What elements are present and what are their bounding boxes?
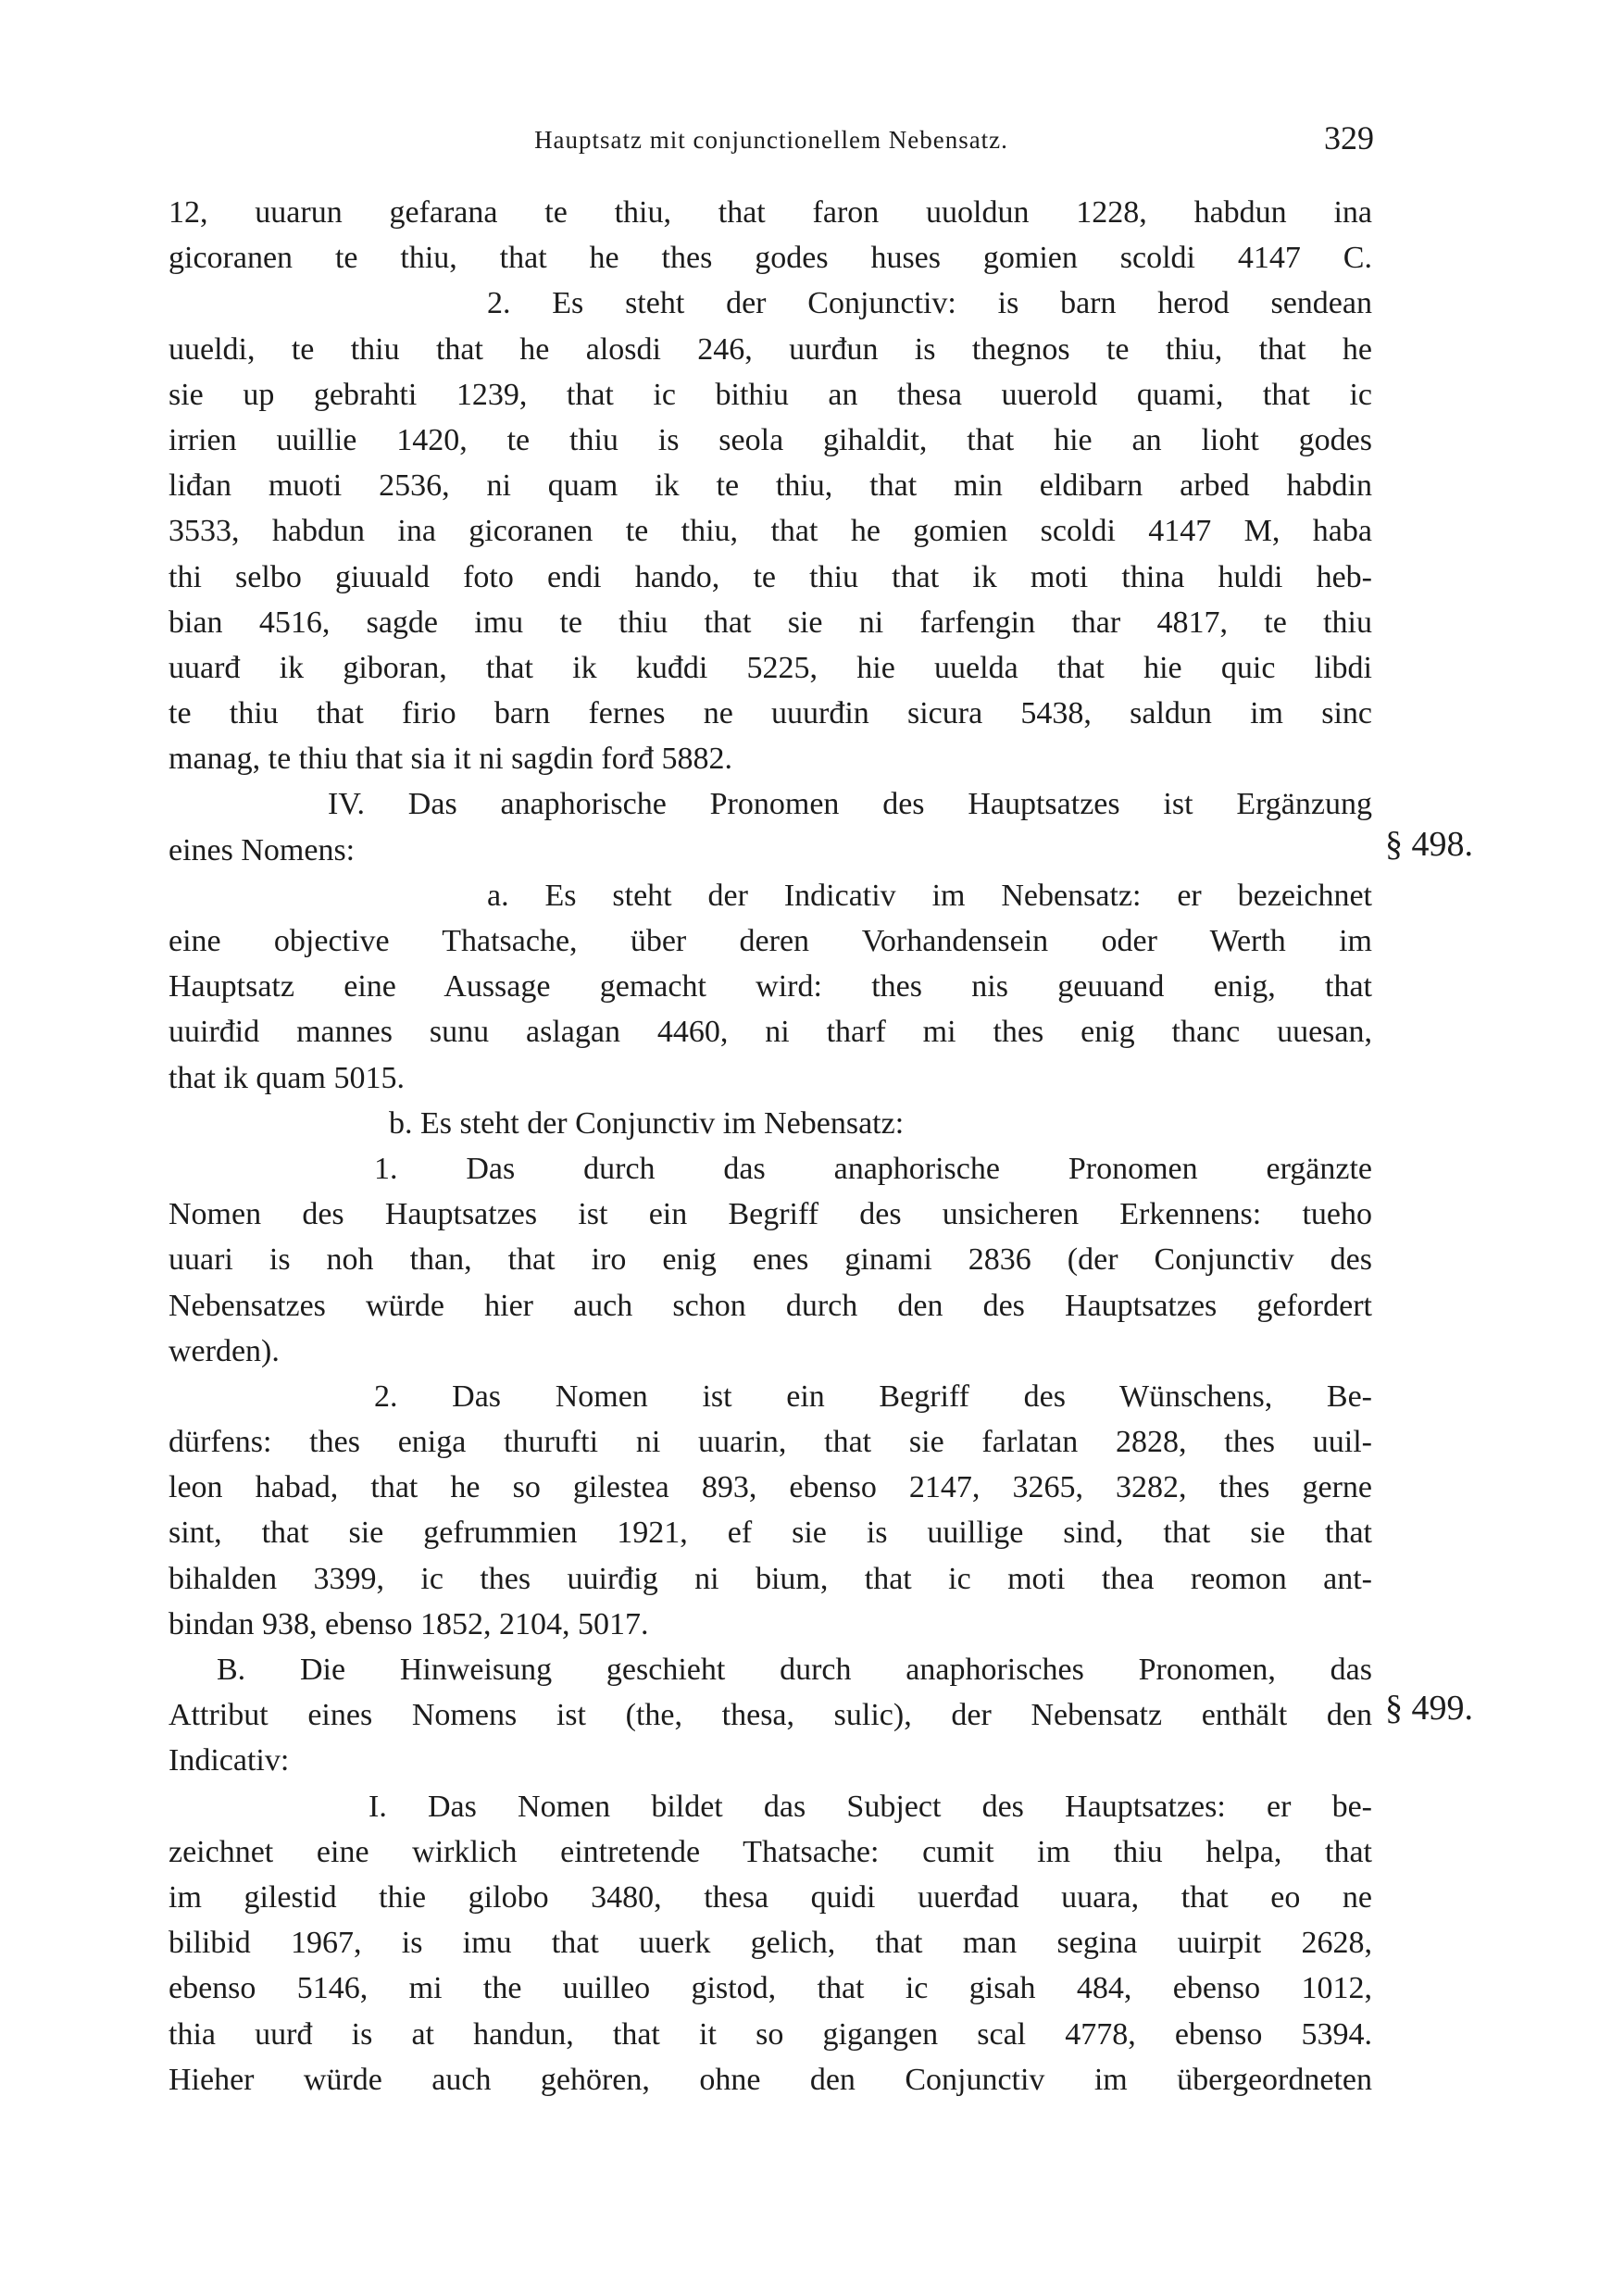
text-line: te thiu that firio barn fernes ne uuurđin sicura 5438, saldun im sinc — [169, 696, 1372, 731]
text-line: leon habad, that he so gilestea 893, ebenso 2147, 3265, 3282, thes gerne — [169, 1470, 1372, 1505]
text-line: thia uurđ is at handun, that it so gigangen scal 4778, ebenso 5394. — [169, 2016, 1372, 2052]
text-line: im gilestid thie gilobo 3480, thesa quidi uuerđad uuara, that eo ne — [169, 1879, 1372, 1915]
text-line: IV. Das anaphorische Pronomen des Hauptsatzes ist Ergänzung — [328, 787, 1372, 822]
text-line: bihalden 3399, ic thes uuirđig ni bium, that ic moti thea reomon ant- — [169, 1561, 1372, 1596]
text-line: Indicativ: — [169, 1743, 290, 1778]
text-line: Nomen des Hauptsatzes ist ein Begriff des unsicheren Erkennens: tueho — [169, 1197, 1372, 1232]
text-line: gicoranen te thiu, that he thes godes huses gomien scoldi 4147 C. — [169, 241, 1372, 276]
text-line: Hauptsatz eine Aussage gemacht wird: thes nis geuuand enig, that — [169, 969, 1372, 1004]
text-line: irrien uuillie 1420, te thiu is seola gihaldit, that hie an lioht godes — [169, 422, 1372, 457]
text-line: 2. Es steht der Conjunctiv: is barn herod sendean — [487, 286, 1372, 321]
text-line: uueldi, te thiu that he alosdi 246, uurđun is thegnos te thiu, that he — [169, 331, 1372, 367]
text-line: uuirđid mannes sunu aslagan 4460, ni tharf mi thes enig thanc uuesan, — [169, 1015, 1372, 1050]
text-line: 12, uuarun gefarana te thiu, that faron uuoldun 1228, habdun ina — [169, 195, 1372, 230]
text-line: b. Es steht der Conjunctiv im Nebensatz: — [389, 1105, 905, 1141]
text-line: eines Nomens: — [169, 832, 356, 867]
text-line: bian 4516, sagde imu te thiu that sie ni farfengin thar 4817, te thiu — [169, 605, 1372, 640]
text-line: uuarđ ik giboran, that ik kuđdi 5225, hie uuelda that hie quic libdi — [169, 650, 1372, 685]
text-line: zeichnet eine wirklich eintretende Thatsache: cumit im thiu helpa, that — [169, 1834, 1372, 1869]
text-line: sint, that sie gefrummien 1921, ef sie is uuillige sind, that sie that — [169, 1516, 1372, 1551]
text-line: that ik quam 5015. — [169, 1060, 405, 1095]
text-line: sie up gebrahti 1239, that ic bithiu an thesa uuerold quami, that ic — [169, 377, 1372, 412]
section-ref-499: § 499. — [1385, 1689, 1473, 1728]
text-line: Hieher würde auch gehören, ohne den Conjunctiv im übergeordneten — [169, 2062, 1372, 2097]
text-line: bilibid 1967, is imu that uuerk gelich, that man segina uuirpit 2628, — [169, 1926, 1372, 1961]
running-title: Hauptsatz mit conjunctionellem Nebensatz. — [534, 126, 1008, 154]
text-line: werden). — [169, 1333, 280, 1368]
text-line: I. Das Nomen bildet das Subject des Hauptsatzes: er be- — [369, 1789, 1372, 1824]
text-line: uuari is noh than, that iro enig enes ginami 2836 (der Conjunctiv des — [169, 1242, 1372, 1278]
text-line: 2. Das Nomen ist ein Begriff des Wünschens, Be- — [374, 1379, 1372, 1414]
text-line: ebenso 5146, mi the uuilleo gistod, that ic gisah 484, ebenso 1012, — [169, 1971, 1372, 2006]
text-line: 3533, habdun ina gicoranen te thiu, that he gomien scoldi 4147 M, haba — [169, 514, 1372, 549]
text-line: a. Es steht der Indicativ im Nebensatz: er bezeichnet — [487, 878, 1372, 913]
page-number: 329 — [1324, 119, 1374, 156]
text-line: thi selbo giuuald foto endi hando, te thiu that ik moti thina huldi heb- — [169, 559, 1372, 594]
text-line: bindan 938, ebenso 1852, 2104, 5017. — [169, 1606, 649, 1641]
text-line: B. Die Hinweisung geschieht durch anaphorisches Pronomen, das — [217, 1653, 1372, 1687]
text-line: 1. Das durch das anaphorische Pronomen ergänzte — [374, 1151, 1372, 1186]
text-line: manag, te thiu that sia it ni sagdin forđ 5882. — [169, 742, 733, 777]
text-line: dürfens: thes eniga thurufti ni uuarin, that sie farlatan 2828, thes uuil- — [169, 1425, 1372, 1460]
section-ref-498: § 498. — [1385, 825, 1473, 864]
body-text — [169, 190, 1372, 2103]
page-header — [169, 119, 1374, 156]
text-line: Attribut eines Nomens ist (the, thesa, sulic), der Nebensatz enthält den — [169, 1698, 1372, 1733]
text-line: eine objective Thatsache, über deren Vorhandensein oder Werth im — [169, 924, 1372, 958]
text-line: liđan muoti 2536, ni quam ik te thiu, that min eldibarn arbed habdin — [169, 468, 1372, 504]
text-line: Nebensatzes würde hier auch schon durch den des Hauptsatzes gefordert — [169, 1288, 1372, 1323]
